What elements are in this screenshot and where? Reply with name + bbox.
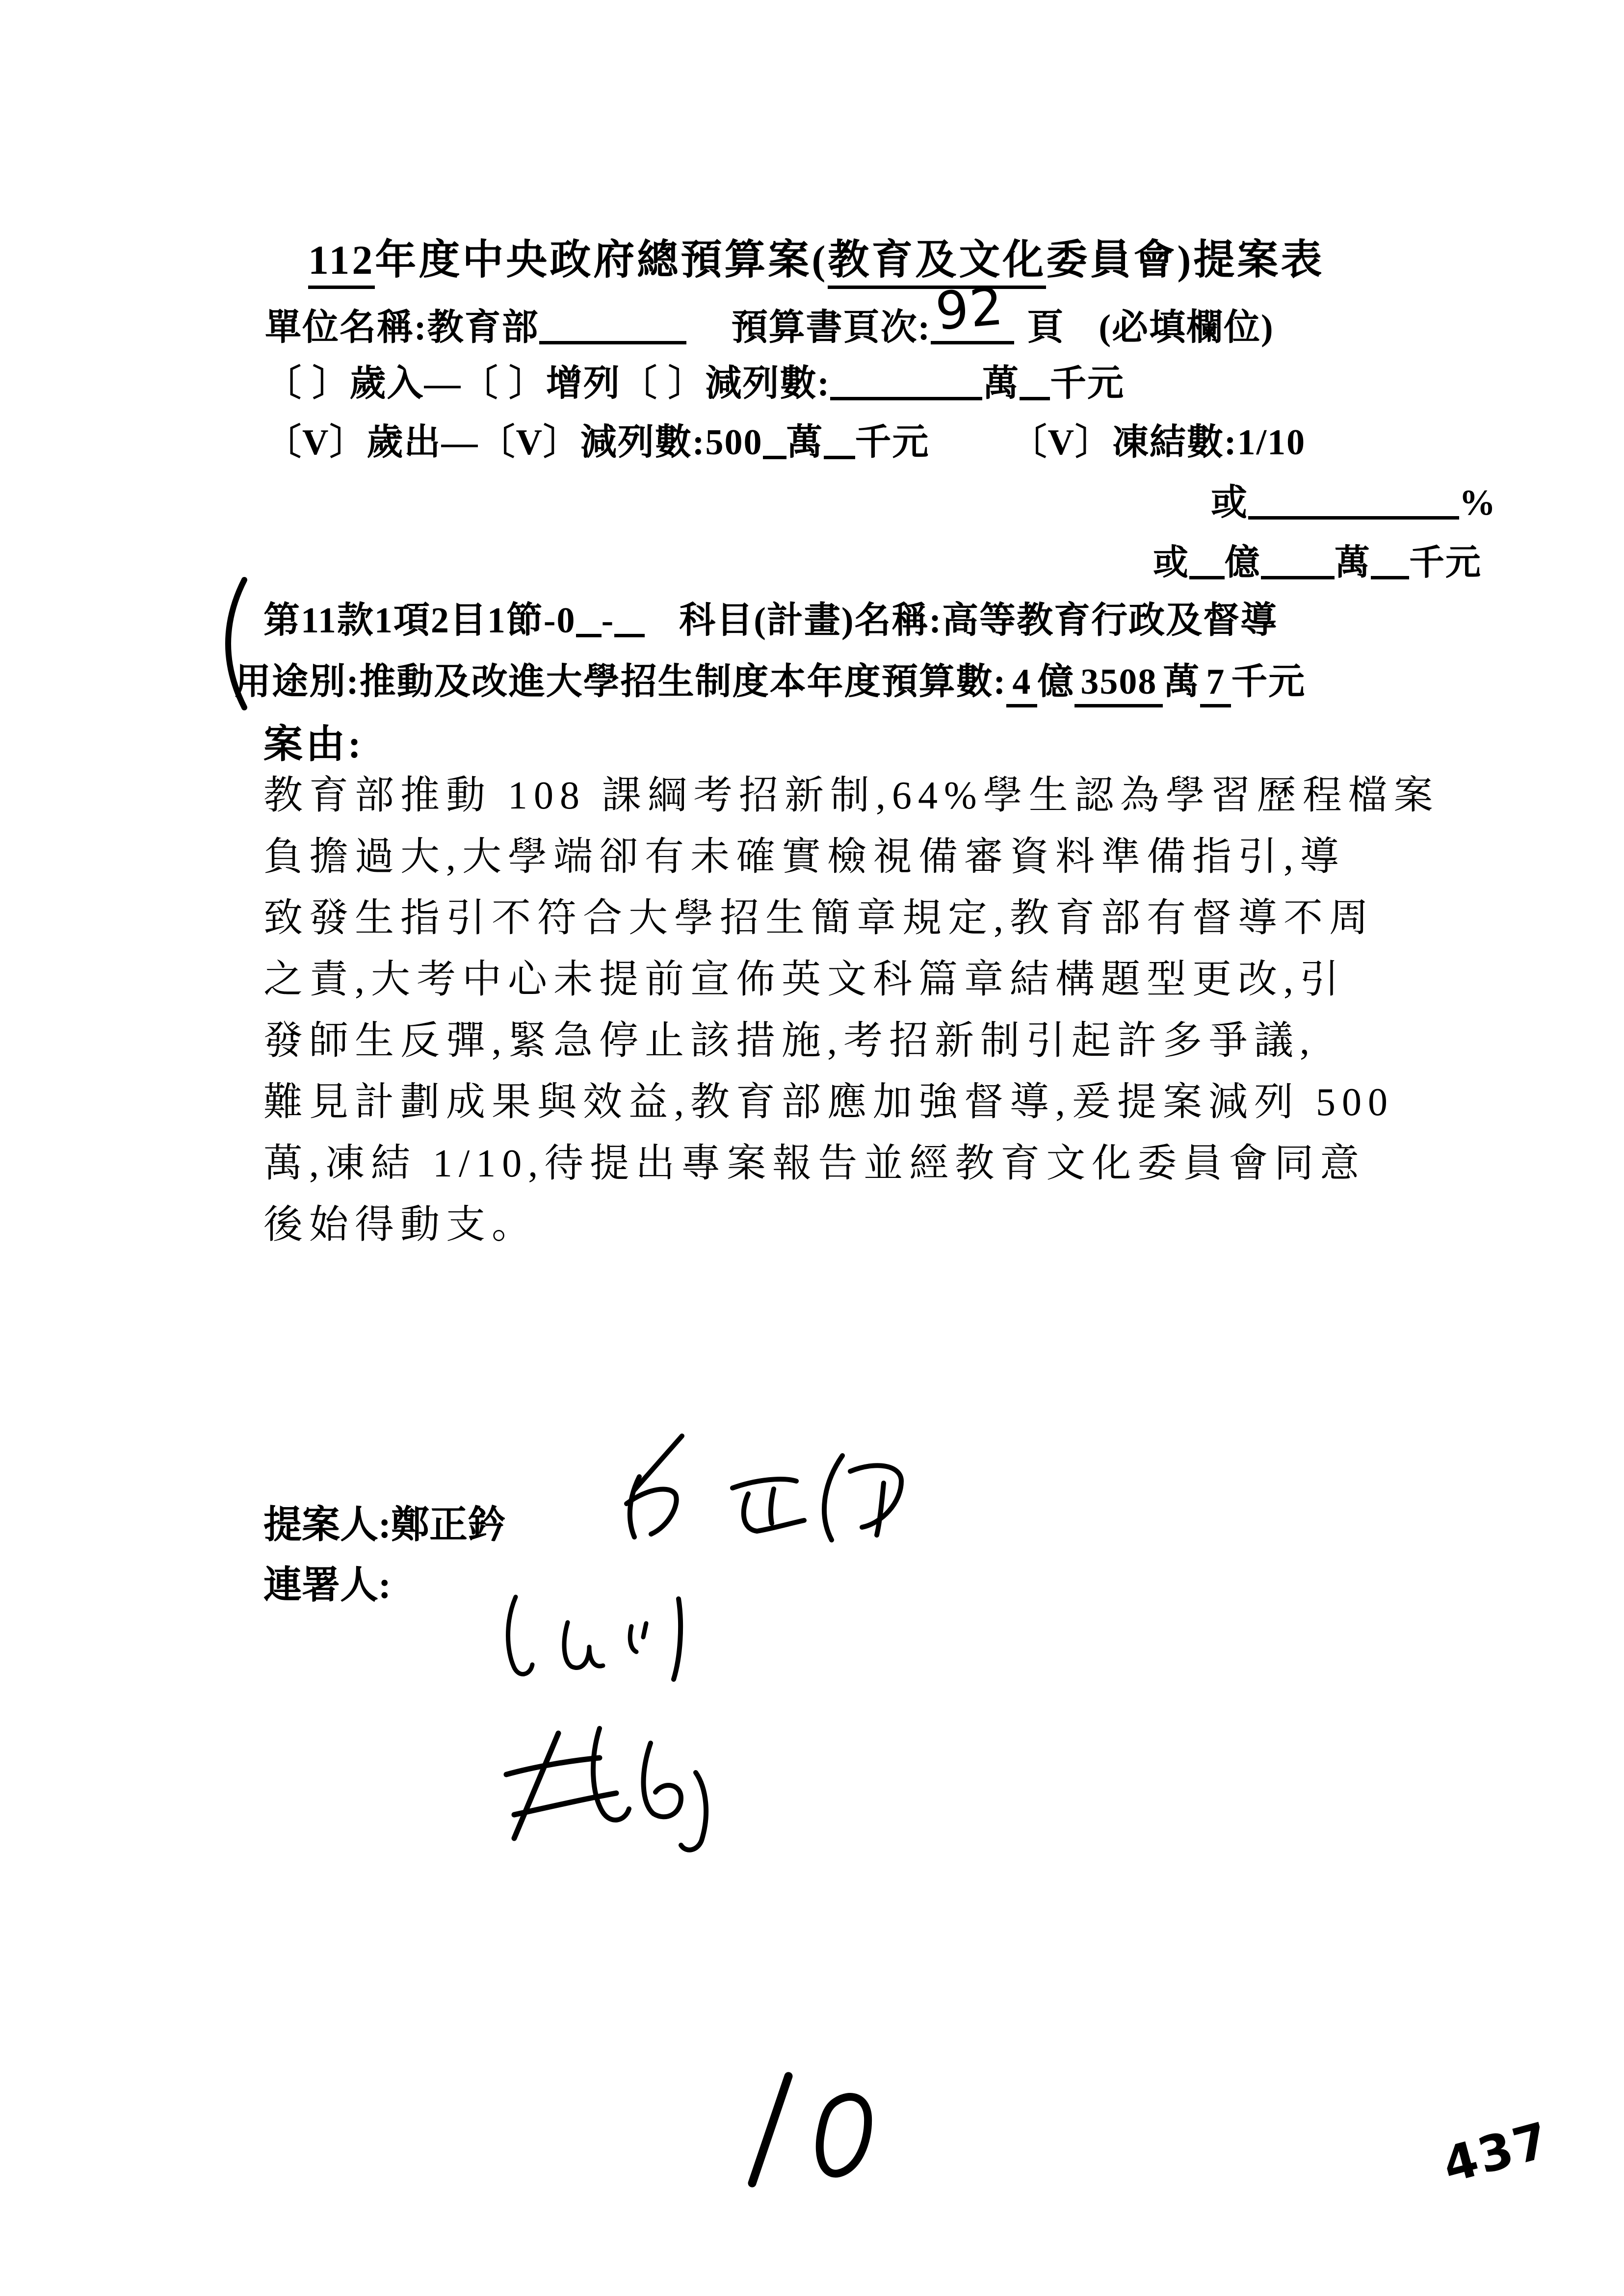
revenue-qian-unit: 千元 [1050,364,1125,404]
alt-amount-blank-3 [1371,543,1409,579]
unit-value: 教育部 [427,308,539,348]
revenue-qian-blank [1020,363,1050,400]
expenditure-checkbox-text: 〔V〕歲出—〔V〕減列數: [265,422,706,463]
freeze-value: 1/10 [1237,422,1306,463]
budget-amount-label: 本年度預算數: [769,662,1007,702]
unit-line [265,275,1274,350]
expenditure-line [265,413,1306,465]
revenue-wan-unit: 萬 [982,364,1020,404]
case-body-line: 發師生反彈,緊急停止該措施,考招新制引起許多爭議, [263,1019,1316,1063]
case-body-line: 教育部推動 108 課綱考招新制,64%學生認為學習歷程檔案 [263,774,1440,817]
item-line [263,591,1278,643]
form-title [308,227,1324,286]
item-blank-1 [576,600,602,637]
case-body-line: 負擔過大,大學端卻有未確實檢視備審資料準備指引,導 [263,835,1345,879]
budget-wan-unit: 萬 [1163,662,1201,702]
usage-label: 用途別: [235,662,360,702]
expenditure-wan-unit: 萬 [786,422,824,463]
alt-amount-wan-unit: 萬 [1335,543,1371,582]
case-body-line: 後始得動支。 [263,1203,537,1247]
title-seg2: 委員會)提案表 [1046,237,1325,283]
proposer-label: 提案人: [263,1503,391,1546]
case-body-line: 致發生指引不符合大學招生簡章規定,教育部有督導不周 [263,897,1375,940]
expenditure-blank-2 [824,421,855,459]
item-clause: 第11款1項2目1節-0 [263,600,576,641]
cosigner-signature-2 [486,1715,765,1859]
cosigner-signature-1 [483,1592,738,1705]
case-body-line: 之責,大考中心未提前宣佈英文科篇章結構題型更改,引 [263,958,1345,1001]
alt-amount-line [1153,534,1482,585]
handwritten-corner-number: 437 [1437,2111,1557,2194]
case-label: 案由: [263,723,364,766]
required-note: (必填欄位) [1099,308,1274,348]
handwritten-budget-page-number: 92 [933,275,1007,342]
alt-percent-or: 或 [1211,483,1248,523]
alt-amount-blank-2 [1261,543,1335,579]
budget-yi-unit: 億 [1037,662,1075,702]
alt-amount-or: 或 [1153,543,1190,582]
proposer-line [263,1494,506,1549]
revenue-line [265,354,1125,406]
budget-page-underline [931,275,1014,344]
expenditure-qian-unit: 千元 [855,422,930,463]
subject-value: 高等教育行政及督導 [942,600,1278,641]
case-body-line: 萬,凍結 1/10,待提出專案報告並經教育文化委員會同意 [263,1142,1366,1185]
budget-page-label: 預算書頁次: [731,308,931,348]
unit-label: 單位名稱: [265,308,427,348]
budget-qian-unit: 千元 [1231,662,1306,702]
usage-value: 推動及改進大學招生制度 [359,662,770,702]
alt-amount-blank-1 [1189,543,1225,579]
title-seg1: 年度中央政府總預算案( [375,237,828,283]
usage-line [235,652,1306,704]
revenue-amount-blank [830,363,982,400]
alt-amount-qian-unit: 千元 [1409,543,1482,582]
alt-percent-sign: % [1459,483,1496,523]
expenditure-cut-amount: 500 [705,422,763,463]
handwritten-sheet-number [733,2071,886,2189]
alt-percent-blank [1248,482,1459,520]
budget-page-unit: 頁 [1027,308,1065,348]
case-body-line: 難見計劃成果與效益,教育部應加強督導,爰提案減列 500 [263,1081,1394,1124]
proposer-name: 鄭正鈐 [391,1503,506,1546]
proposer-signature [601,1430,925,1550]
budget-yi-value: 4 [1006,662,1037,707]
revenue-checkbox-text: 〔 〕歲入—〔 〕增列〔 〕減列數: [265,364,831,404]
item-blank-2 [614,600,645,637]
budget-qian-value: 7 [1200,662,1231,707]
freeze-checkbox-text: 〔V〕凍結數: [1010,422,1237,463]
subject-label: 科目(計畫)名稱: [679,600,943,641]
alt-amount-yi-unit: 億 [1225,543,1261,582]
expenditure-blank-1 [763,421,786,459]
alt-percent-line [1211,473,1496,525]
item-dash: - [601,600,615,641]
title-year: 112 [308,237,375,289]
title-committee: 教育及文化 [828,237,1046,289]
cosigner-label: 連署人: [263,1564,391,1606]
budget-wan-value: 3508 [1074,662,1163,707]
unit-blank-underline [539,307,686,344]
